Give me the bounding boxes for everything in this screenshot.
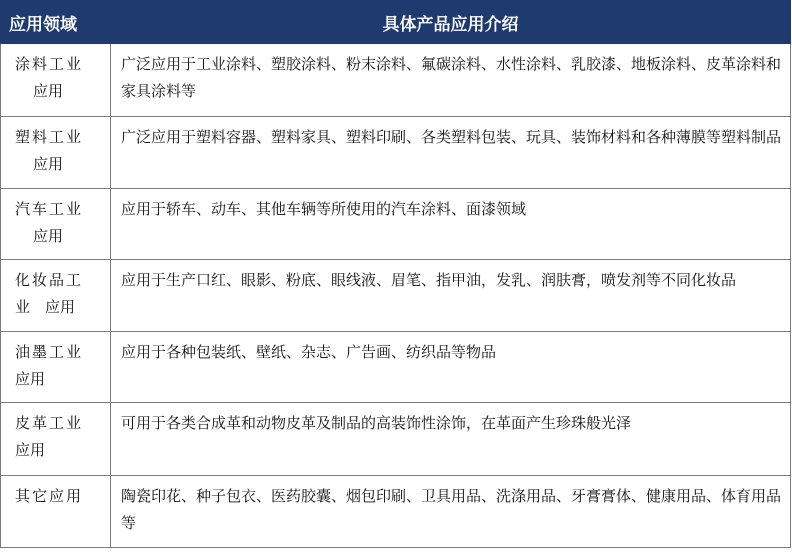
field-cell [1,117,111,189]
field-name-line1: 塑料工业 [15,128,84,146]
table-row [1,332,791,403]
field-cell [1,260,111,332]
table-row [1,117,791,189]
field-name-line1: 化妆品工 [15,271,84,289]
field-name-line2: 应用 [15,441,46,459]
field-name-line2: 应用 [33,227,64,245]
field-cell [1,332,111,403]
description-cell: 应用于各种包装纸、壁纸、杂志、广告画、纺织品等物品 [111,332,791,403]
field-name-line1: 其它应用 [15,487,84,505]
table-row [1,44,791,117]
field-cell [1,44,111,117]
description-cell: 广泛应用于工业涂料、塑胶涂料、粉末涂料、氟碳涂料、水性涂料、乳胶漆、地板涂料、皮革涂料和家具涂料等 [111,44,791,117]
header-product-intro: 具体产品应用介绍 [111,1,791,44]
header-application-field: 应用领域 [1,1,111,44]
field-cell [1,189,111,260]
field-name-line1: 皮革工业 [15,414,84,432]
field-name-line1: 油墨工业 [15,343,84,361]
field-name-line2: 应用 [15,370,46,388]
description-cell: 应用于生产口红、眼影、粉底、眼线液、眉笔、指甲油，发乳、润肤膏，喷发剂等不同化妆品 [111,260,791,332]
field-name-line2: 应用 [33,155,64,173]
field-name-line2: 业 应用 [15,298,76,316]
field-cell [1,476,111,548]
field-name-line1: 涂料工业 [15,55,84,73]
table-row [1,189,791,260]
table-row [1,260,791,332]
field-name-line2: 应用 [33,82,64,100]
description-cell: 陶瓷印花、种子包衣、医药胶囊、烟包印刷、卫具用品、洗涤用品、牙膏膏体、健康用品、体育用品等 [111,476,791,548]
table-row [1,476,791,548]
description-cell: 广泛应用于塑料容器、塑料家具、塑料印刷、各类塑料包装、玩具、装饰材料和各种薄膜等塑料制品 [111,117,791,189]
field-cell [1,403,111,476]
description-cell: 应用于轿车、动车、其他车辆等所使用的汽车涂料、面漆领域 [111,189,791,260]
table-row [1,403,791,476]
description-cell: 可用于各类合成革和动物皮革及制品的高装饰性涂饰，在革面产生珍珠般光泽 [111,403,791,476]
table-header-row [1,1,791,44]
field-name-line1: 汽车工业 [15,200,84,218]
